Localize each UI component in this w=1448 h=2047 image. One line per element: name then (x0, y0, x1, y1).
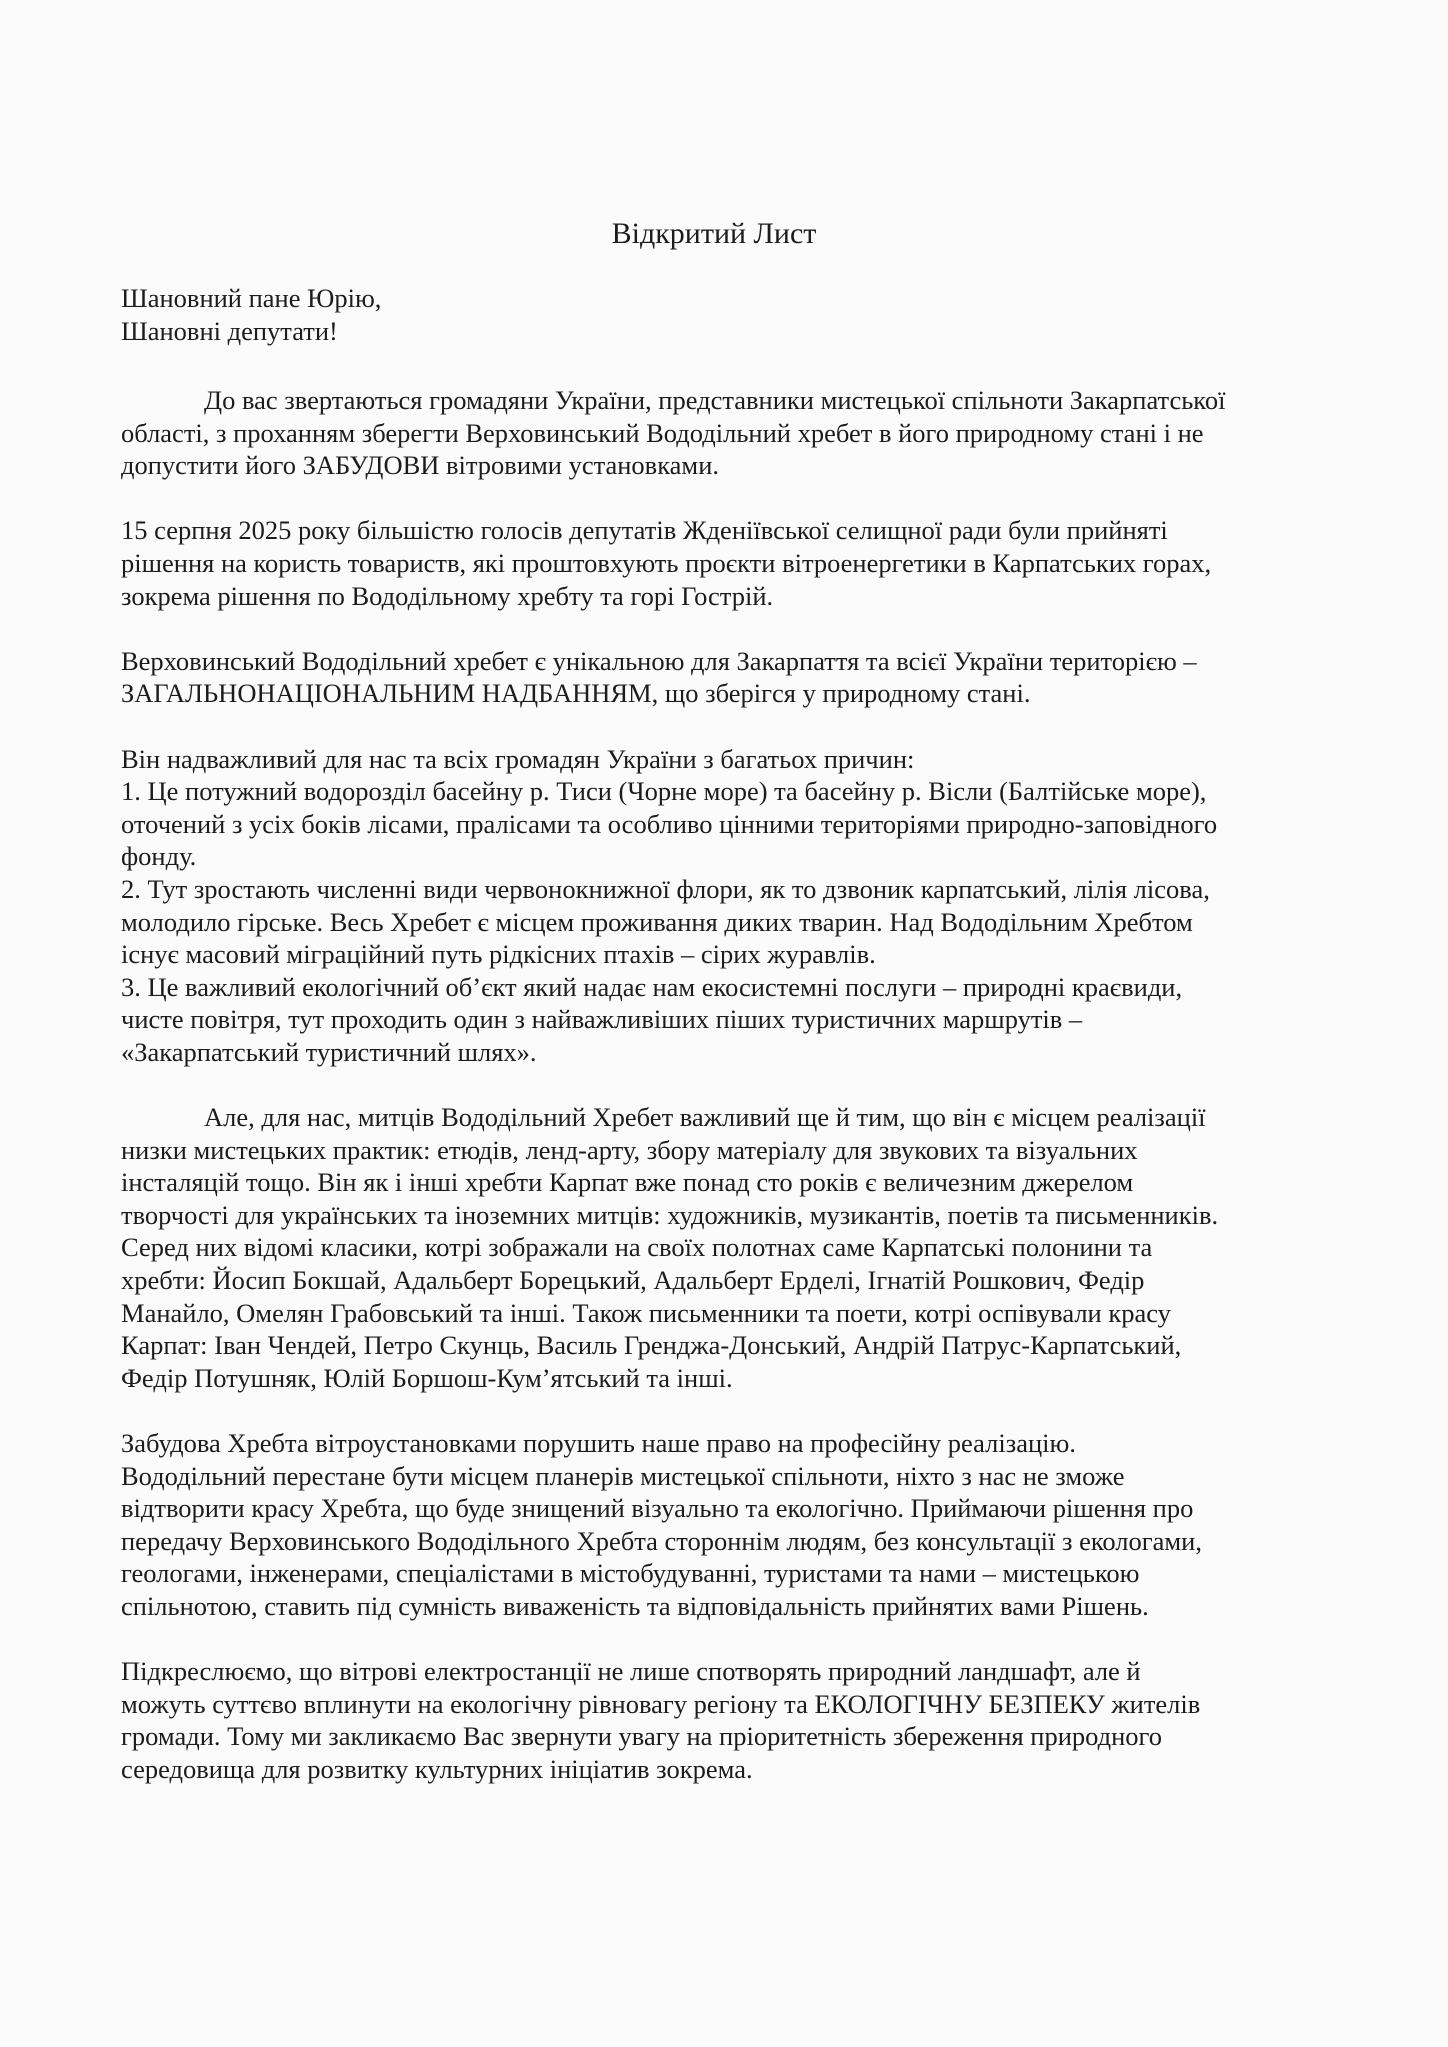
reason-1-line: оточений з усіх боків лісами, пралісами та особливо цінними територіями природно-заповідного (121, 808, 1218, 839)
reason-3-line: чисте повітря, тут проходить один з найважливіших піших туристичних маршрутів – (121, 1004, 1083, 1035)
paragraph-call-to-action (121, 1655, 1321, 1785)
letter-body (121, 384, 1321, 1786)
paragraph-line: 15 серпня 2025 року більшістю голосів депутатів Жденіївської селищної ради були прийняті (121, 515, 1168, 546)
paragraph-line: Вододільний перестане бути місцем планерів мистецької спільноти, ніхто з нас не зможе (121, 1460, 1125, 1491)
paragraph-line: Манайло, Омелян Грабовський та інші. Також письменники та поети, котрі оспівували красу (121, 1297, 1171, 1328)
reason-2-line: молодило гірське. Весь Хребет є місцем проживання диких тварин. Над Вододільним Хребтом (121, 906, 1193, 937)
paragraph-line: Він надважливий для нас та всіх громадян України з багатьох причин: (121, 743, 915, 774)
paragraph-line: Карпат: Іван Чендей, Петро Скунць, Василь Гренджа-Донський, Андрій Патрус-Карпатський, (121, 1330, 1182, 1361)
paragraph-line: відтворити красу Хребта, що буде знищений візуально та екологічно. Приймаючи рішення про (121, 1493, 1194, 1524)
paragraph-line: допустити його ЗАБУДОВИ вітровими установками. (121, 450, 720, 481)
paragraph-decision (121, 514, 1321, 612)
paragraph-heritage (121, 645, 1321, 710)
reason-3-line: 3. Це важливий екологічний об’єкт який надає нам екосистемні послуги – природні краєвиди, (121, 971, 1183, 1002)
paragraph-line: творчості для українських та іноземних митців: художників, музикантів, поетів та письменників. (121, 1199, 1219, 1230)
paragraph-line: Підкреслюємо, що вітрові електростанції не лише спотворять природний ландшафт, але й (121, 1656, 1141, 1687)
paragraph-line: інсталяцій тощо. Він як і інші хребти Карпат вже понад сто років є величезним джерелом (121, 1167, 1134, 1198)
paragraph-line: геологами, інженерами, спеціалістами в містобудуванні, туристами та нами – мистецькою (121, 1558, 1140, 1589)
paragraph-line: Верховинський Вододільний хребет є унікальною для Закарпаття та всієї України територією – (121, 645, 1197, 676)
paragraph-line: спільнотою, ставить під сумність виваженість та відповідальність прийнятих вами Рішень. (121, 1590, 1149, 1621)
paragraph-line: До вас звертаються громадяни України, представники мистецької спільноти Закарпатської (204, 385, 1226, 415)
paragraph-line: передачу Верховинського Вододільного Хребта стороннім людям, без консультації з екологами, (121, 1525, 1202, 1556)
paragraph-line: рішення на користь товариств, які проштовхують проєкти вітроенергетики в Карпатських горах, (121, 547, 1212, 578)
paragraph-line: ЗАГАЛЬНОНАЦІОНАЛЬНИМ НАДБАННЯМ, що зберігся у природному стані. (121, 678, 1031, 709)
reason-2-line: 2. Тут зростають численні види червонокнижної флори, як то дзвоник карпатський, лілія лісова, (121, 873, 1210, 904)
paragraph-line: Федір Потушняк, Юлій Боршош-Кум’ятський та інші. (121, 1362, 733, 1393)
paragraph-line: Серед них відомі класики, котрі зображали на своїх полотнах саме Карпатські полонини та (121, 1232, 1153, 1263)
letter-title: Відкритий Лист (611, 217, 817, 250)
paragraph-line: середовища для розвитку культурних ініціатив зокрема. (121, 1753, 753, 1784)
reason-2-line: існує масовий міграційний путь рідкісних птахів – сірих журавлів. (121, 939, 876, 970)
paragraph-line: громади. Тому ми закликаємо Вас звернути увагу на пріоритетність збереження природного (121, 1721, 1163, 1752)
salutation-line: Шановний пане Юрію, (121, 283, 382, 313)
paragraph-line: Забудова Хребта вітроустановками порушить наше право на професійну реалізацію. (121, 1428, 1076, 1458)
paragraph-line: можуть суттєво вплинути на екологічну рівновагу регіону та ЕКОЛОГІЧНУ БЕЗПЕКУ жителів (121, 1688, 1201, 1719)
paragraph-line: Але, для нас, митців Вододільний Хребет важливий ще й тим, що він є місцем реалізації (204, 1102, 1206, 1133)
paragraph-line: зокрема рішення по Вододільному хребту та горі Гострій. (121, 580, 774, 611)
paragraph-line: хребти: Йосип Бокшай, Адальберт Борецький, Адальберт Ерделі, Ігнатій Рошкович, Федір (121, 1265, 1145, 1296)
paragraph-appeal (121, 384, 1321, 482)
paragraph-line: області, з проханням зберегти Верховинський Вододільний хребет в його природному стані і не (121, 417, 1204, 448)
paragraph-line: низки мистецьких практик: етюдів, ленд-арту, збору матеріалу для звукових та візуальних (121, 1134, 1138, 1165)
salutation-line: Шановні депутати! (121, 316, 338, 346)
reason-3-line: «Закарпатський туристичний шлях». (121, 1036, 537, 1067)
reason-1-line: фонду. (121, 841, 197, 872)
paragraph-artists (121, 1101, 1321, 1394)
paragraph-consequences (121, 1427, 1321, 1623)
salutation (121, 282, 1321, 348)
reason-1-line: 1. Це потужний водорозділ басейну р. Тиси (Чорне море) та басейну р. Вісли (Балтійське море), (121, 776, 1207, 807)
paragraph-reasons (121, 743, 1321, 1069)
